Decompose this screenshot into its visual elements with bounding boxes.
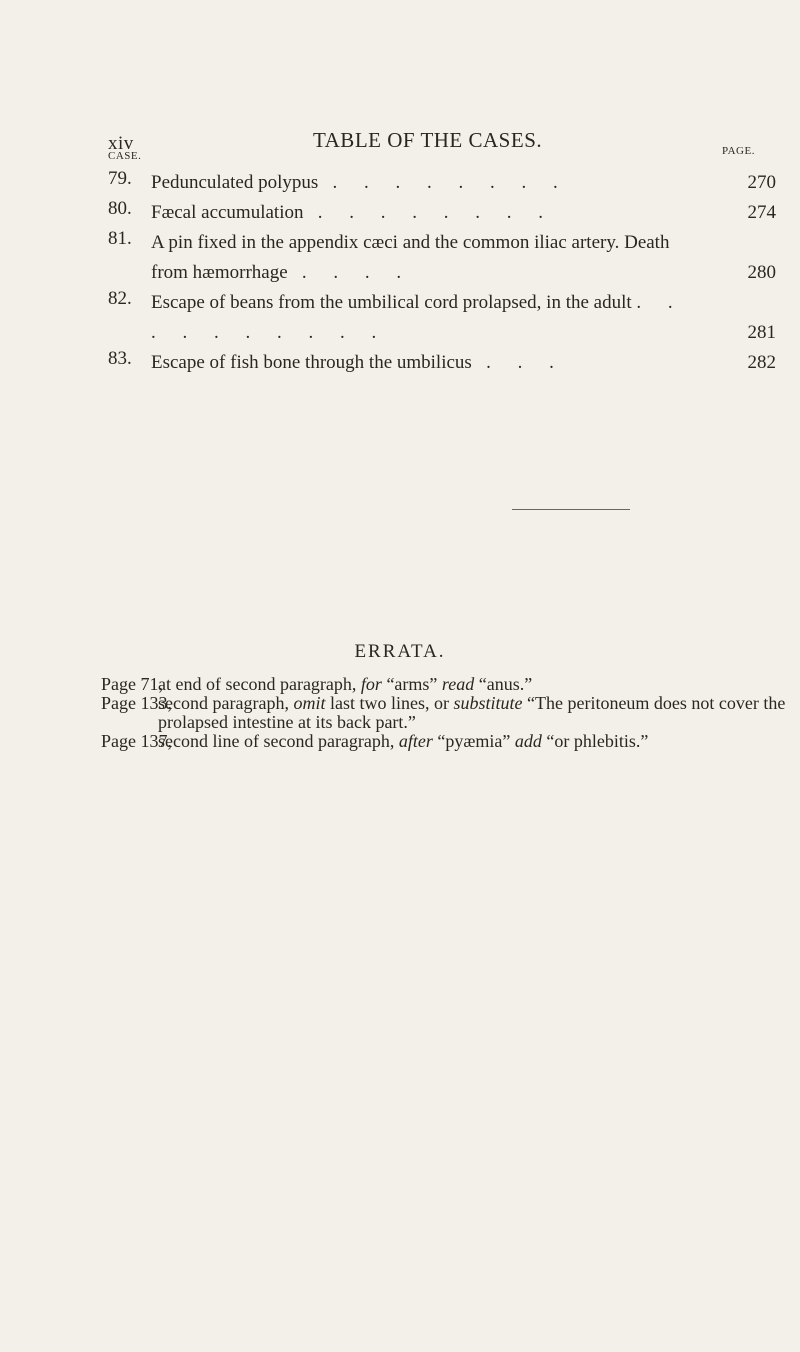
case-title: Escape of beans from the umbilical cord prolapsed, in the adult . . . . . . . . . . (151, 292, 684, 343)
erratum-page-ref: Page 133, (101, 693, 172, 713)
errata-heading: ERRATA. (354, 641, 446, 662)
case-page: 282 (747, 352, 776, 373)
case-title: A pin fixed in the appendix cæci and the common iliac artery. Death from hæmorrhage . . . . (151, 232, 670, 283)
case-number: 82. (108, 288, 132, 309)
case-title: Pedunculated polypus . . . . . . . . (151, 172, 569, 193)
case-number: 83. (108, 348, 132, 369)
case-list (108, 168, 776, 378)
errata-list (101, 675, 791, 751)
erratum-entry: Page 71, at end of second paragraph, for “arms” read “anus.” (101, 674, 533, 694)
case-page: 274 (747, 202, 776, 223)
page-folio: xiv (108, 133, 134, 154)
erratum-entry: Page 137, second line of second paragraph, after “pyæmia” add “or phlebitis.” (101, 731, 649, 751)
erratum-entry: Page 133, second paragraph, omit last two lines, or substitute “The peritoneum does not cover the prolapsed intestine at its back part.” (101, 693, 786, 732)
case-number: 80. (108, 198, 132, 219)
column-header-case: CASE. (108, 150, 142, 162)
leader-dots: . . . . . . . . (332, 172, 569, 193)
case-number: 79. (108, 168, 132, 189)
case-entry (108, 288, 776, 348)
section-divider (512, 509, 630, 510)
case-number: 81. (108, 228, 132, 249)
case-entry (108, 228, 776, 288)
case-entry (108, 168, 776, 198)
case-entry (108, 198, 776, 228)
case-page: 270 (747, 172, 776, 193)
running-head: TABLE OF THE CASES. (313, 128, 543, 152)
leader-dots: . . . (486, 352, 565, 373)
leader-dots: . . . . . . . . (317, 202, 554, 223)
erratum-page-ref: Page 71, (101, 674, 163, 694)
erratum-page-ref: Page 137, (101, 731, 172, 751)
case-page: 280 (747, 262, 776, 283)
case-page: 281 (747, 322, 776, 343)
leader-dots: . . . . . . . . . . (151, 292, 684, 343)
case-entry (108, 348, 776, 378)
case-title: Fæcal accumulation . . . . . . . . (151, 202, 554, 223)
column-header-page: PAGE. (722, 145, 755, 157)
case-title: Escape of fish bone through the umbilicus . . . (151, 352, 565, 373)
leader-dots: . . . . (301, 262, 413, 283)
